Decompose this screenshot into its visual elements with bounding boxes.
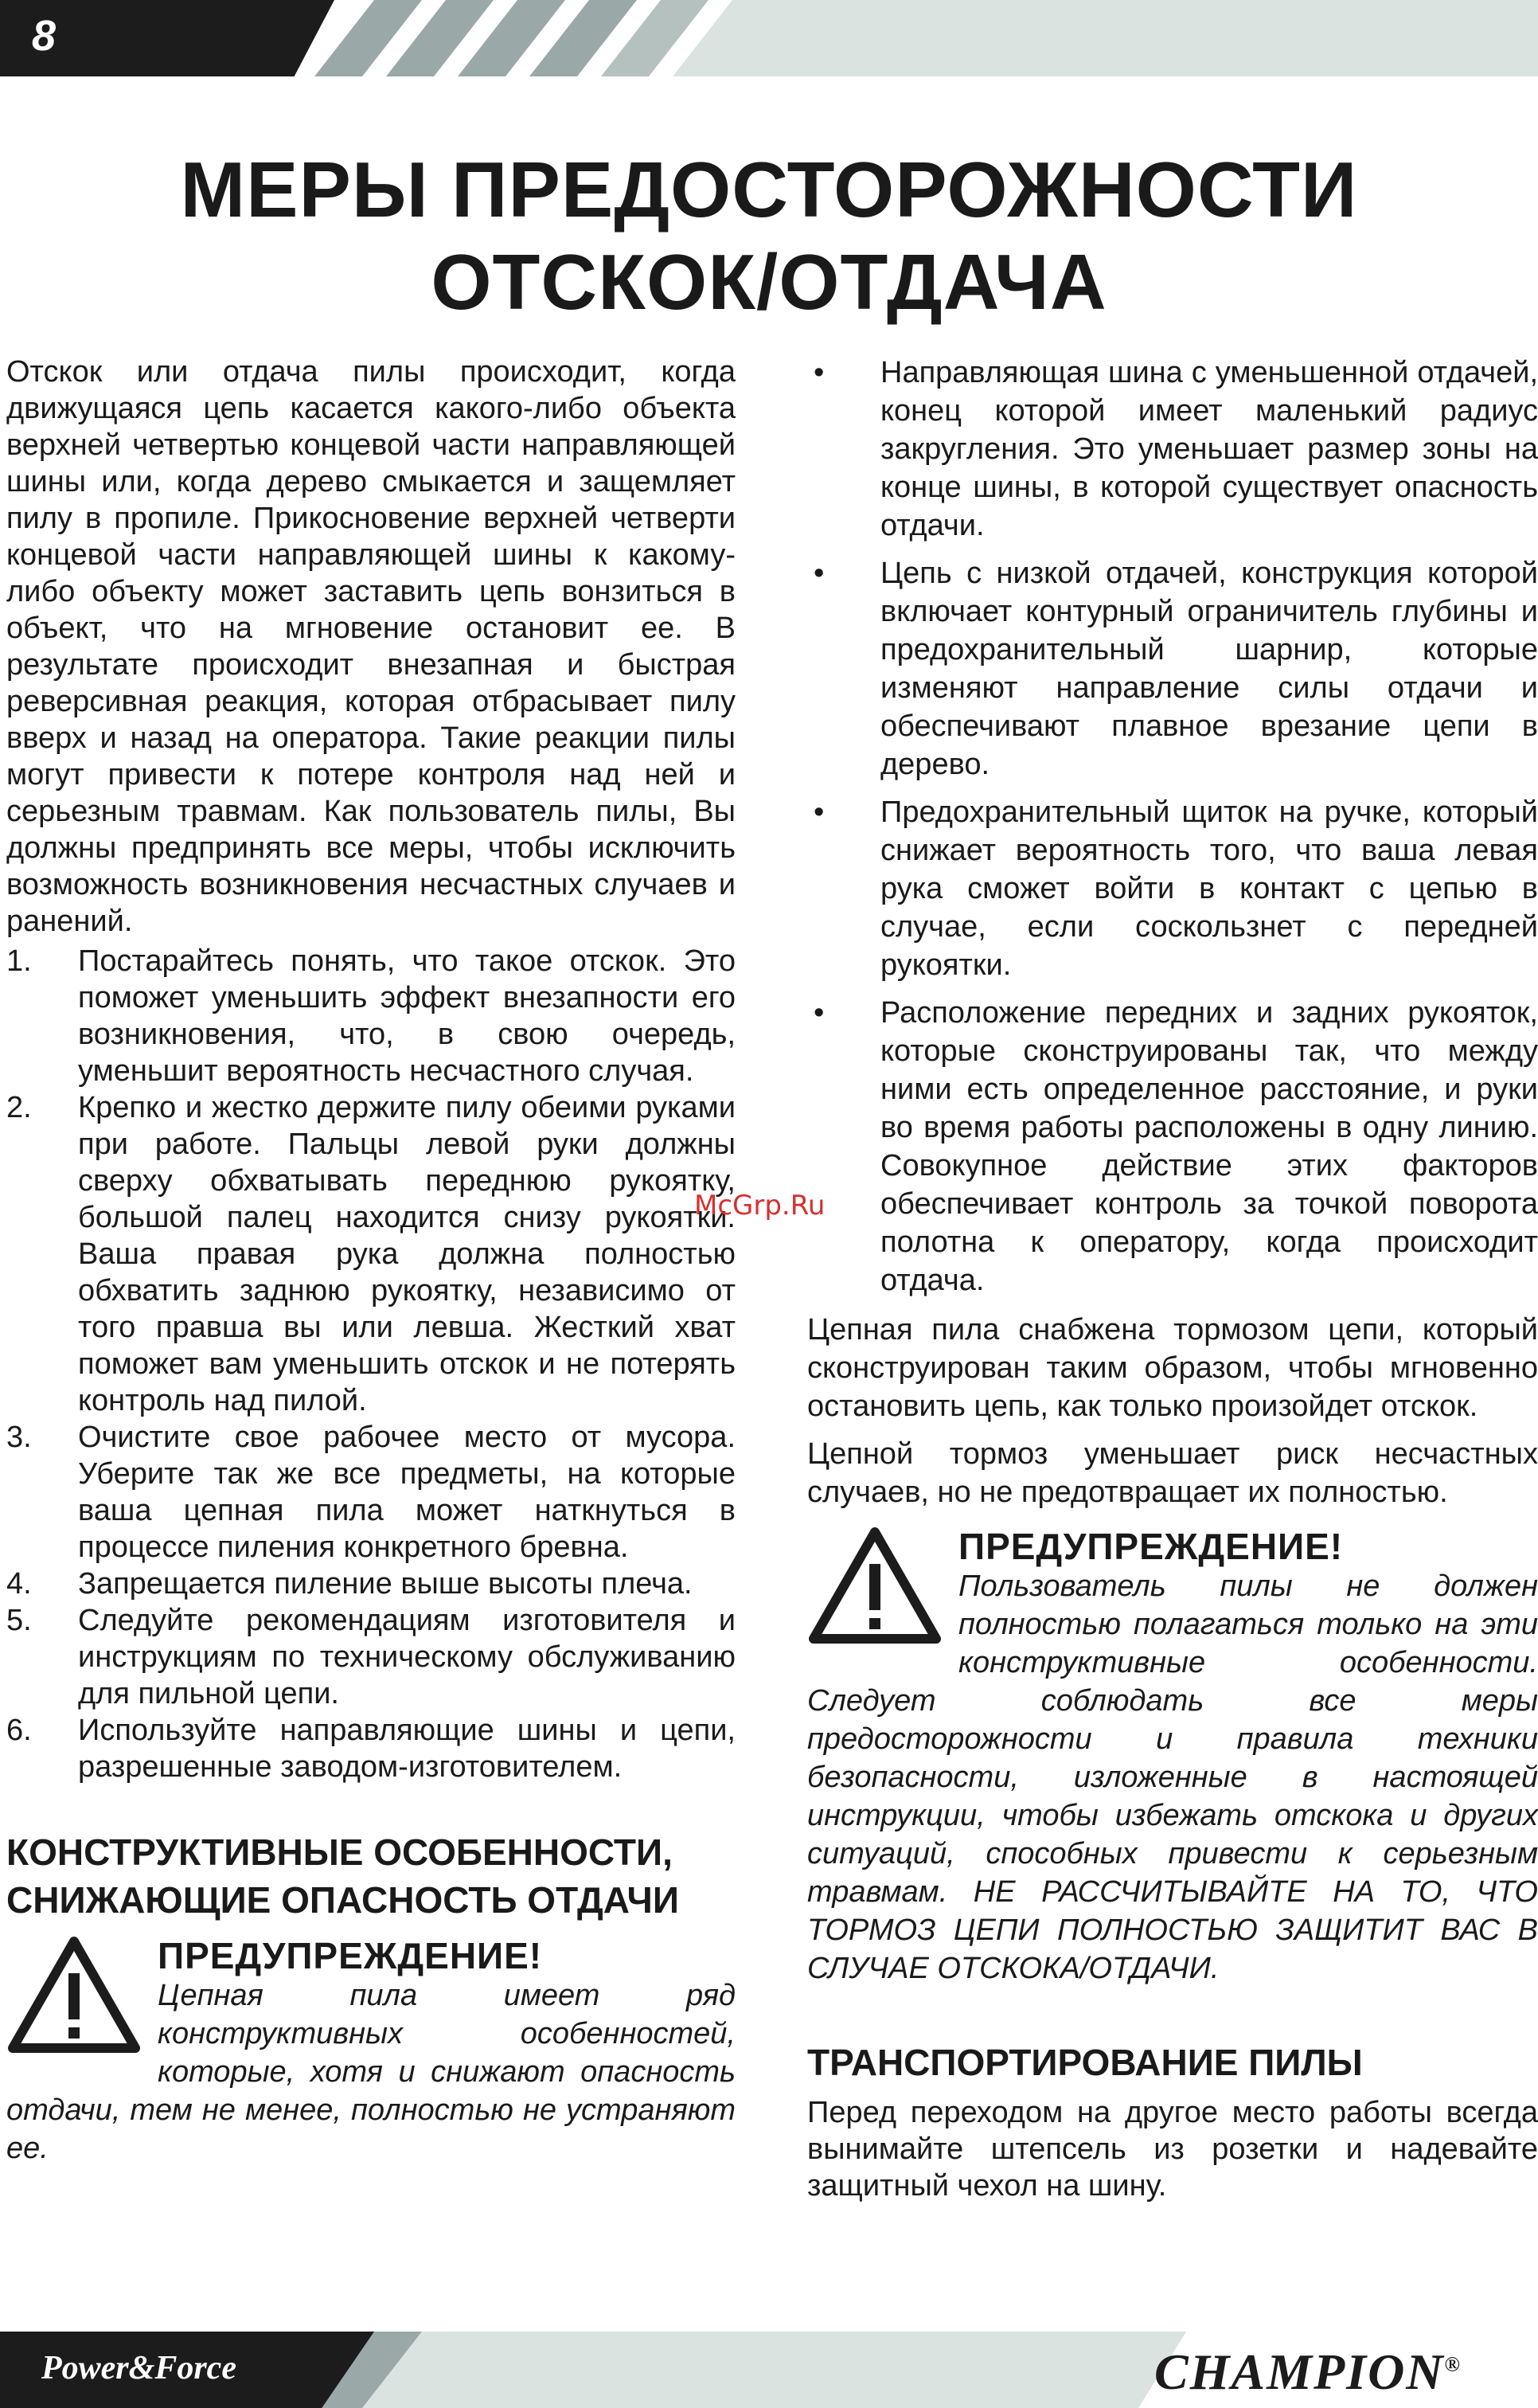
- list-number: 6.: [6, 1714, 32, 1747]
- list-text: Запрещается пиление выше высоты плеча.: [78, 1567, 693, 1601]
- warning-block-right: [807, 1526, 1538, 1988]
- chain-brake-risk-paragraph: Цепной тормоз уменьшает риск несчастных случаев, но не предотвращает их полностью.: [807, 1437, 1538, 1509]
- list-item: [6, 1712, 736, 1785]
- registered-mark: ®: [1444, 2352, 1462, 2376]
- warning-title: ПРЕДУПРЕЖДЕНИЕ!: [158, 1935, 543, 1976]
- bullet-text: Расположение передних и задних рукояток, которые сконструированы так, что между ними есть определенное расстояние, и руки во время работы расположены в одну линию. Совокупное действие этих факторов обеспечивает контроль за точкой поворота полотна к оператору, когда происходит отдача.: [880, 996, 1538, 1297]
- list-text: Очистите свое рабочее место от мусора. Уберите так же все предметы, на которые ваша цепная пила может наткнуться в процессе пиления конкретного бревна.: [78, 1421, 736, 1564]
- section-title-transport: ТРАНСПОРТИРОВАНИЕ ПИЛЫ: [807, 2042, 1363, 2083]
- list-item: [6, 1602, 736, 1712]
- list-text: Постарайтесь понять, что такое отскок. Это поможет уменьшить эффект внезапности его возникновения, что, в свою очередь, уменьшит вероятность несчастного случая.: [78, 944, 736, 1088]
- list-text: Следуйте рекомендациям изготовителя и инструкциям по техническому обслуживанию для пильной цепи.: [78, 1604, 736, 1710]
- bullet-dot: •: [814, 796, 825, 829]
- warning-block-left: [6, 1935, 736, 2168]
- list-number: 4.: [6, 1567, 32, 1601]
- bullet-text: Цепь с низкой отдачей, конструкция которой включает контурный ограничитель глубины и предохранительный шарнир, которые изменяют направление силы отдачи и обеспечивают плавное врезание цепи в дерево.: [880, 557, 1538, 781]
- bullet-item: [807, 793, 1538, 984]
- page-title: [0, 143, 1538, 328]
- list-item: [6, 1566, 736, 1602]
- feature-bullet-list: [807, 354, 1538, 1300]
- intro-paragraph: Отскок или отдача пилы происходит, когда движущаяся цепь касается какого-либо объекта верхней четвертью концевой части направляющей шины или, когда дерево смыкается и защемляет пилу в пропиле. Прикосновение верхней четверти концевой части направляющей шины к какому-либо объекту может заставить цепь вонзиться в объект, что на мгновение остановит ее. В результате происходит внезапная и быстрая реверсивная реакция, которая отбрасывает пилу вверх и назад на оператора. Такие реакции пилы могут привести к потере контроля над ней и серьезным травмам. Как пользователь пилы, Вы должны предпринять все меры, чтобы исключить возможность возникновения несчастных случаев и ранений.: [6, 355, 736, 938]
- warning-text: Пользователь пилы не должен полностью полагаться только на эти конструктивные особенности. Следует соблюдать все меры предосторожности и правила техники безопасности, изложенные в настоящей инструкции, чтобы избежать отскока и других ситуаций, способных привести к серьезным травмам. НЕ РАССЧИТЫВАЙТЕ НА ТО, ЧТО ТОРМОЗ ЦЕПИ ПОЛНОСТЬЮ ЗАЩИТИТ ВАС В СЛУЧАЕ ОТСКОКА/ОТДАЧИ.: [807, 1570, 1538, 1985]
- header-band: [0, 0, 1538, 76]
- right-column: [807, 354, 1538, 2204]
- list-item: [6, 1419, 736, 1566]
- section-title-kickback-features: КОНСТРУКТИВНЫЕ ОСОБЕННОСТИ, СНИЖАЮЩИЕ ОПАСНОСТЬ ОТДАЧИ: [6, 1831, 679, 1921]
- bullet-item: [807, 554, 1538, 784]
- champion-logo-text: CHAMPION: [1154, 2344, 1445, 2400]
- transport-paragraph: Перед переходом на другое место работы всегда вынимайте штепсель из розетки и надевайте защитный чехол на шину.: [807, 2096, 1538, 2203]
- watermark: McGrp.Ru: [694, 1190, 826, 1222]
- left-column: [6, 354, 736, 2168]
- bullet-dot: •: [814, 356, 825, 389]
- power-force-logo: Power&Force: [41, 2350, 236, 2386]
- bullet-text: Направляющая шина с уменьшенной отдачей, конец которой имеет маленький радиус закругления. Это уменьшает размер зоны на конце шины, в которой существует опасность отдачи.: [880, 356, 1538, 542]
- list-number: 2.: [6, 1091, 32, 1124]
- warning-triangle-icon: [807, 1526, 943, 1645]
- precaution-list: [6, 943, 736, 1785]
- bullet-dot: •: [814, 996, 825, 1030]
- list-number: 5.: [6, 1604, 32, 1637]
- footer-band: [0, 2332, 1538, 2408]
- champion-logo: [1154, 2343, 1462, 2402]
- header-stripe: [673, 0, 1538, 76]
- bullet-dot: •: [814, 557, 825, 590]
- title-line-1: МЕРЫ ПРЕДОСТОРОЖНОСТИ: [180, 146, 1358, 233]
- bullet-item: [807, 994, 1538, 1300]
- bullet-item: [807, 354, 1538, 545]
- list-item: [6, 943, 736, 1089]
- list-text: Используйте направляющие шины и цепи, разрешенные заводом-изготовителем.: [78, 1714, 736, 1784]
- list-item: [6, 1089, 736, 1419]
- warning-triangle-icon: [6, 1935, 142, 2054]
- list-number: 1.: [6, 944, 32, 978]
- bullet-text: Предохранительный щиток на ручке, который снижает вероятность того, что ваша левая рука сможет войти в контакт с цепью в случае, если соскользнет с передней рукоятки.: [880, 796, 1538, 982]
- list-text: Крепко и жестко держите пилу обеими руками при работе. Пальцы левой руки должны сверху обхватывать переднюю рукоятку, большой палец находится снизу рукоятки. Ваша правая рука должна полностью обхватить заднюю рукоятку, независимо от того правша вы или левша. Жесткий хват поможет вам уменьшить отскок и не потерять контроль над пилой.: [78, 1091, 736, 1417]
- title-line-2: ОТСКОК/ОТДАЧА: [431, 238, 1107, 326]
- warning-title: ПРЕДУПРЕЖДЕНИЕ!: [958, 1526, 1344, 1567]
- warning-text: Цепная пила имеет ряд конструктивных особенностей, которые, хотя и снижают опасность отдачи, тем не менее, полностью не устраняют ее.: [6, 1979, 736, 2165]
- list-number: 3.: [6, 1421, 32, 1454]
- page-number: 8: [32, 12, 57, 60]
- chain-brake-paragraph: Цепная пила снабжена тормозом цепи, который сконструирован таким образом, чтобы мгновенно остановить цепь, как только произойдет отскок.: [807, 1313, 1538, 1423]
